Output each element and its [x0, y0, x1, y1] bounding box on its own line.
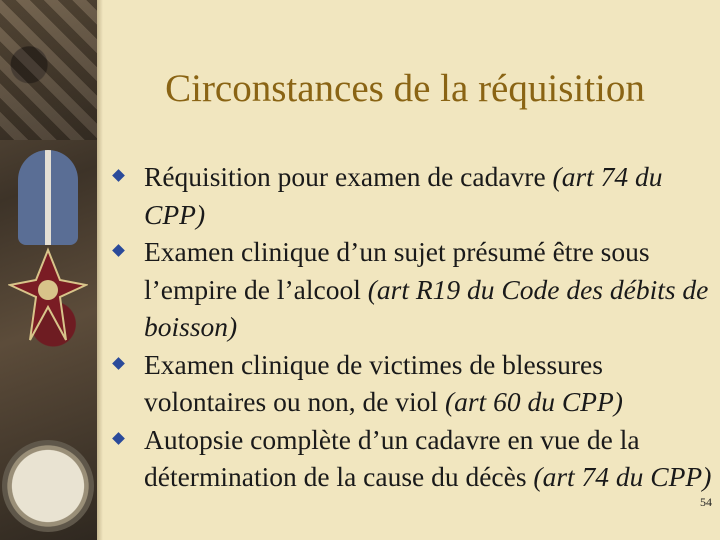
bullet-reference: (art 74 du CPP)	[533, 461, 712, 492]
diamond-bullet-icon	[112, 169, 125, 182]
bullet-reference: (art 60 du CPP)	[444, 386, 623, 417]
list-item	[112, 158, 712, 233]
medal-cross-icon	[8, 245, 88, 345]
bullet-reference: (art R19 du Code des débits de boisson)	[144, 273, 709, 342]
sidebar-divider	[97, 0, 103, 540]
list-item	[112, 233, 712, 346]
decorative-sidebar-image	[0, 0, 97, 540]
bullet-text: Réquisition pour examen de cadavre	[144, 161, 553, 192]
compass-image	[2, 440, 94, 532]
slide-title: Circonstances de la réquisition	[165, 67, 645, 110]
diamond-bullet-icon	[112, 244, 125, 257]
bullet-reference: (art 74 du CPP)	[144, 161, 663, 230]
bullet-list	[112, 158, 712, 496]
list-item	[112, 421, 712, 496]
bullet-text: Examen clinique de victimes de blessures volontaires ou non, de viol	[144, 348, 603, 417]
page-number: 54	[700, 495, 712, 509]
bullet-text: Autopsie complète d’un cadavre en vue de la détermination de la cause du décès	[144, 423, 640, 492]
diamond-bullet-icon	[112, 357, 125, 370]
list-item	[112, 346, 712, 421]
diamond-bullet-icon	[112, 432, 125, 445]
checkerboard-pattern	[0, 0, 97, 140]
medal-ribbon	[18, 150, 78, 245]
bullet-text: Examen clinique d’un sujet présumé être sous l’empire de l’alcool	[144, 236, 650, 305]
